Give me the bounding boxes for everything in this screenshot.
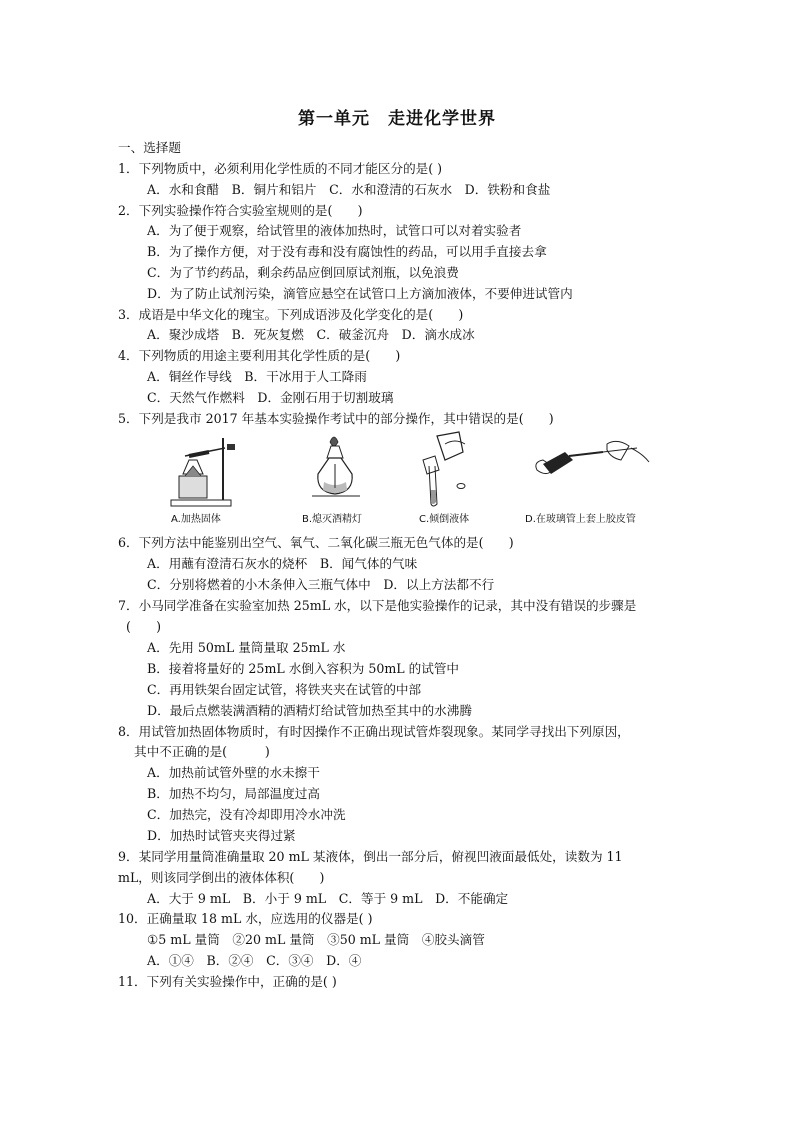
- q3-stem: 3．成语是中华文化的瑰宝。下列成语涉及化学变化的是( ): [118, 307, 464, 322]
- page-title: 第一单元 走进化学世界: [298, 109, 496, 129]
- pouring-liquid-illustration: [405, 430, 495, 508]
- figure-c: [405, 430, 495, 530]
- q11-stem: 11．下列有关实验操作中，正确的是( ): [118, 974, 337, 989]
- q9-stem-continued: mL，则该同学倒出的液体体积( ): [118, 870, 325, 885]
- q10-stem: 10．正确量取 18 mL 水，应选用的仪器是( ): [118, 911, 373, 926]
- q1-options: A．水和食醋 B．铜片和铝片 C．水和澄清的石灰水 D．铁粉和食盐: [147, 182, 551, 197]
- q8-option-c: C．加热完，没有冷却即用冷水冲洗: [147, 807, 346, 822]
- q7-option-a: A．先用 50mL 量筒量取 25mL 水: [147, 640, 346, 655]
- q2-option-c: C．为了节约药品，剩余药品应倒回原试剂瓶，以免浪费: [147, 265, 459, 280]
- q1-stem: 1．下列物质中，必须利用化学性质的不同才能区分的是( ): [118, 161, 443, 176]
- caption-d: D.在玻璃管上套上胶皮管: [525, 514, 636, 525]
- caption-b: B.熄灭酒精灯: [302, 514, 363, 525]
- q7-stem: 7．小马同学准备在实验室加热 25mL 水，以下是他实验操作的记录，其中没有错误的步骤是: [118, 598, 637, 613]
- rubber-tube-illustration: [525, 430, 665, 508]
- heating-solid-illustration: [165, 430, 245, 508]
- q6-options-cd: C．分别将燃着的小木条伸入三瓶气体中 D．以上方法都不行: [147, 577, 495, 592]
- figure-d: [525, 430, 665, 530]
- q9-stem: 9．某同学用量筒准确量取 20 mL 某液体，倒出一部分后，俯视凹液面最低处，读数为 11: [118, 849, 623, 864]
- q4-stem: 4．下列物质的用途主要利用其化学性质的是( ): [118, 348, 401, 363]
- q2-stem: 2．下列实验操作符合实验室规则的是( ): [118, 203, 363, 218]
- caption-a: A.加热固体: [171, 514, 221, 525]
- q7-answer-blank: ( ): [126, 619, 162, 634]
- q8-option-b: B．加热不均匀，局部温度过高: [147, 786, 320, 801]
- q6-stem: 6．下列方法中能鉴别出空气、氧气、二氧化碳三瓶无色气体的是( ): [118, 535, 514, 550]
- q8-stem-continued: 其中不正确的是( ): [134, 744, 270, 759]
- q6-options-ab: A．用蘸有澄清石灰水的烧杯 B．闻气体的气味: [147, 556, 418, 571]
- figure-b: [300, 430, 390, 530]
- q7-option-c: C．再用铁架台固定试管，将铁夹夹在试管的中部: [147, 682, 422, 697]
- figure-a: [165, 430, 245, 530]
- q4-options-cd: C．天然气作燃料 D．金刚石用于切割玻璃: [147, 390, 394, 405]
- section-heading: 一、选择题: [118, 140, 181, 155]
- q8-stem: 8．用试管加热固体物质时，有时因操作不正确出现试管炸裂现象。某同学寻找出下列原因，: [118, 724, 630, 739]
- q5-figure: [150, 430, 660, 530]
- caption-c: C.倾倒液体: [419, 514, 470, 525]
- alcohol-lamp-illustration: [300, 430, 390, 508]
- q7-option-b: B．接着将量好的 25mL 水倒入容积为 50mL 的试管中: [147, 661, 460, 676]
- q4-options-ab: A．铜丝作导线 B．干冰用于人工降雨: [147, 369, 367, 384]
- q2-option-a: A．为了便于观察，给试管里的液体加热时，试管口可以对着实验者: [147, 223, 522, 238]
- q8-option-d: D．加热时试管夹夹得过紧: [147, 828, 296, 843]
- q7-option-d: D．最后点燃装满酒精的酒精灯给试管加热至其中的水沸腾: [147, 703, 472, 718]
- q9-options: A．大于 9 mL B．小于 9 mL C．等于 9 mL D．不能确定: [147, 891, 509, 906]
- q3-options: A．聚沙成塔 B．死灰复燃 C．破釜沉舟 D．滴水成冰: [147, 327, 475, 342]
- q2-option-b: B．为了操作方便，对于没有毒和没有腐蚀性的药品，可以用手直接去拿: [147, 244, 547, 259]
- q10-options: A．①④ B．②④ C．③④ D．④: [147, 953, 362, 968]
- q5-stem: 5．下列是我市 2017 年基本实验操作考试中的部分操作，其中错误的是( ): [118, 411, 554, 426]
- q2-option-d: D．为了防止试剂污染，滴管应悬空在试管口上方滴加液体，不要伸进试管内: [147, 286, 573, 301]
- q8-option-a: A．加热前试管外壁的水未擦干: [147, 765, 320, 780]
- q10-items: ①5 mL 量筒 ②20 mL 量筒 ③50 mL 量筒 ④胶头滴管: [147, 932, 485, 947]
